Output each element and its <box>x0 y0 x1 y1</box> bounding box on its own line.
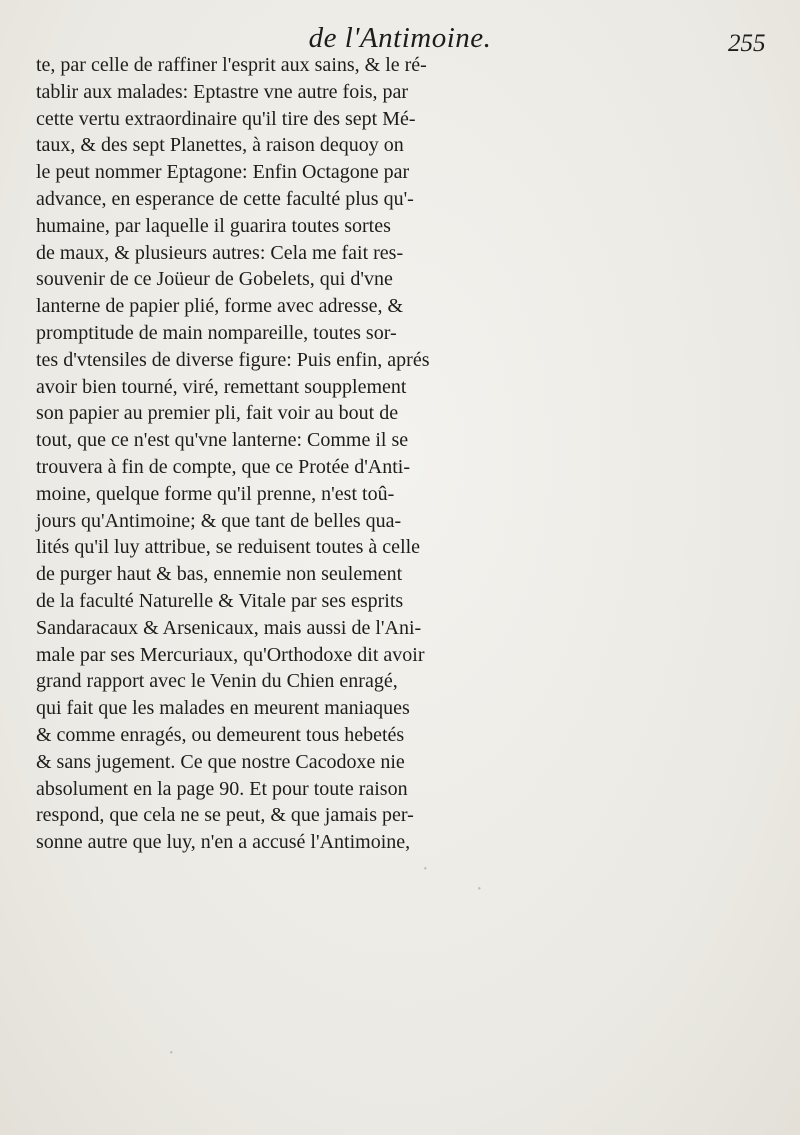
text-line: de maux, & plusieurs autres: Cela me fait res- <box>36 241 404 264</box>
text-line: grand rapport avec le Venin du Chien enragé, <box>36 670 398 693</box>
text-line: avoir bien tourné, viré, remettant soupplement <box>36 375 407 398</box>
text-line: son papier au premier pli, fait voir au bout de <box>36 402 399 425</box>
text-line: moine, quelque forme qu'il prenne, n'est toû- <box>36 482 395 505</box>
text-line: qui fait que les malades en meurent maniaques <box>36 697 410 720</box>
text-line: tablir aux malades: Eptastre vne autre fois, par <box>36 80 409 103</box>
text-line: le peut nommer Eptagone: Enfin Octagone par <box>36 161 410 184</box>
text-line: advance, en esperance de cette faculté plus qu'- <box>36 187 414 210</box>
text-line: Sandaracaux & Arsenicaux, mais aussi de l'Ani- <box>36 616 422 639</box>
text-line: & comme enragés, ou demeurent tous hebetés <box>36 723 405 746</box>
text-line: sonne autre que luy, n'en a accusé l'Antimoine, <box>36 831 411 854</box>
text-line: humaine, par laquelle il guarira toutes sortes <box>36 214 391 237</box>
text-line: lanterne de papier plié, forme avec adresse, & <box>36 295 404 318</box>
text-line: trouvera à fin de compte, que ce Protée d'Anti- <box>36 455 411 478</box>
text-line: respond, que cela ne se peut, & que jamais per- <box>36 804 414 827</box>
text-line: taux, & des sept Planettes, à raison dequoy on <box>36 134 404 157</box>
paper-mark: · <box>168 1042 175 1064</box>
text-line: souvenir de ce Joüeur de Gobelets, qui d'vne <box>36 268 393 291</box>
text-line: & sans jugement. Ce que nostre Cacodoxe nie <box>36 750 405 773</box>
text-line: promptitude de main nompareille, toutes sor- <box>36 321 397 344</box>
text-line: jours qu'Antimoine; & que tant de belles qua- <box>36 509 402 532</box>
text-line: lités qu'il luy attribue, se reduisent toutes à celle <box>36 536 421 559</box>
text-line: de purger haut & bas, ennemie non seulement <box>36 563 403 586</box>
text-line: te, par celle de raffiner l'esprit aux sains, & le ré- <box>36 54 427 76</box>
page-number: 255 <box>728 30 766 57</box>
text-line: de la faculté Naturelle & Vitale par ses esprits <box>36 589 404 612</box>
paper-mark: · <box>422 858 429 880</box>
text-line: absolument en la page 90. Et pour toute raison <box>36 777 408 800</box>
paper-mark: · <box>476 878 483 900</box>
text-line: male par ses Mercuriaux, qu'Orthodoxe dit avoir <box>36 643 425 666</box>
running-title: de l'Antimoine. <box>308 22 492 54</box>
body-text <box>36 52 796 856</box>
text-line: cette vertu extraordinaire qu'il tire des sept Mé- <box>36 107 416 130</box>
text-line: tout, que ce n'est qu'vne lanterne: Comme il se <box>36 429 409 452</box>
text-line: tes d'vtensiles de diverse figure: Puis enfin, aprés <box>36 348 430 371</box>
